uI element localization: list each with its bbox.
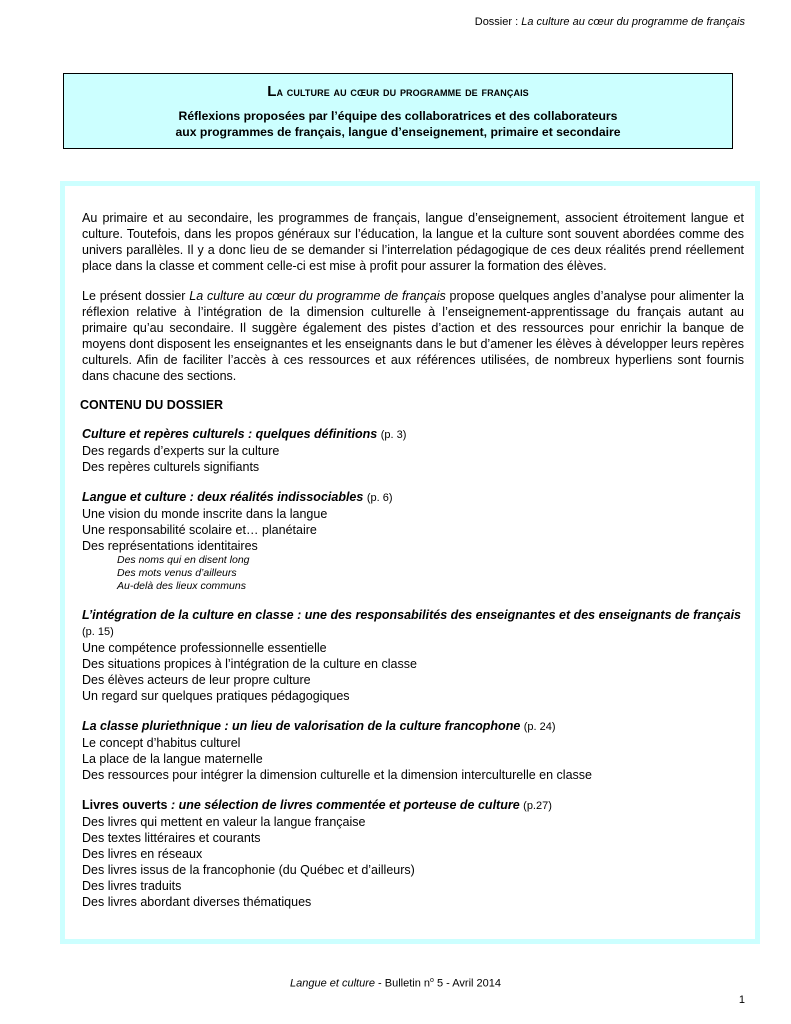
page-number: 1 bbox=[738, 994, 745, 1006]
section-title-text: Culture et repères culturels : quelques définitions bbox=[82, 427, 378, 441]
contents-section bbox=[82, 426, 744, 475]
running-header bbox=[475, 16, 745, 28]
section-title bbox=[82, 489, 744, 506]
section-title-text: La classe pluriethnique : un lieu de valorisation de la culture francophone bbox=[82, 719, 521, 733]
para2-italic-title: La culture au cœur du programme de français bbox=[189, 289, 446, 303]
section-page-ref: (p. 24) bbox=[523, 721, 556, 733]
document-title bbox=[64, 83, 732, 100]
section-page-ref: (p.27) bbox=[523, 800, 552, 812]
list-item: La place de la langue maternelle bbox=[82, 752, 263, 766]
contents-heading: CONTENU DU DOSSIER bbox=[80, 398, 224, 412]
footer-bulletin: - Bulletin n bbox=[375, 977, 431, 990]
list-item: Des livres abordant diverses thématiques bbox=[82, 895, 312, 909]
contents-section bbox=[82, 607, 744, 704]
list-item: Des livres en réseaux bbox=[82, 847, 203, 861]
contents-section bbox=[82, 489, 744, 593]
contents-section bbox=[82, 797, 744, 910]
sub-list-item: Des mots venus d’ailleurs bbox=[117, 567, 237, 579]
subtitle-line-2: aux programmes de français, langue d’enseignement, primaire et secondaire bbox=[175, 125, 621, 139]
section-title-text: Langue et culture : deux réalités indissociables bbox=[82, 490, 364, 504]
list-item: Des livres traduits bbox=[82, 879, 182, 893]
section-title bbox=[82, 797, 744, 814]
running-header-title: La culture au cœur du programme de français bbox=[521, 16, 745, 28]
list-item: Des regards d’experts sur la culture bbox=[82, 444, 280, 458]
list-item: Le concept d’habitus culturel bbox=[82, 736, 241, 750]
footer-publication: Langue et culture bbox=[289, 977, 375, 990]
list-item: Un regard sur quelques pratiques pédagogiques bbox=[82, 689, 350, 703]
list-item: Une compétence professionnelle essentielle bbox=[82, 641, 327, 655]
section-page-ref: (p. 6) bbox=[366, 492, 393, 504]
list-item: Des livres issus de la francophonie (du Québec et d’ailleurs) bbox=[82, 863, 415, 877]
section-title bbox=[82, 718, 744, 735]
list-item: Des représentations identitaires bbox=[82, 539, 258, 553]
list-item: Une vision du monde inscrite dans la langue bbox=[82, 507, 328, 521]
list-item: Des situations propices à l’intégration de la culture en classe bbox=[82, 657, 417, 671]
para2-before: Le présent dossier bbox=[82, 289, 190, 303]
list-item: Des livres qui mettent en valeur la langue française bbox=[82, 815, 366, 829]
section-title-text: : une sélection de livres commentée et porteuse de culture bbox=[167, 798, 520, 812]
list-item: Des ressources pour intégrer la dimension culturelle et la dimension interculturelle en classe bbox=[82, 768, 592, 782]
para2-after: propose quelques angles d’analyse pour alimenter la réflexion relative à l’intégration de la dimension culturelle à l’enseignement-apprentissage du français autant au primaire qu’au secondaire. Il suggère également des pistes d’action et des ressources pour enrichir la banque de moyens dont disposent les enseignantes et les enseignants dans le but d’amener les élèves à développer leurs repères culturels. Afin de faciliter l’accès à ces ressources et aux références utilisées, de nombreux hyperliens sont fournis dans chacune des sections. bbox=[82, 289, 744, 383]
subtitle-line-1: Réflexions proposées par l’équipe des collaboratrices et des collaborateurs bbox=[178, 109, 618, 123]
section-page-ref: (p. 3) bbox=[380, 429, 407, 441]
list-item: Des textes littéraires et courants bbox=[82, 831, 261, 845]
section-title bbox=[82, 607, 744, 640]
title-first-letter: L bbox=[267, 83, 277, 100]
page-footer bbox=[0, 977, 791, 990]
list-item: Des élèves acteurs de leur propre culture bbox=[82, 673, 311, 687]
title-rest: a culture au cœur du programme de français bbox=[276, 84, 529, 99]
content-inner bbox=[82, 210, 744, 910]
intro-paragraph-1: Au primaire et au secondaire, les programmes de français, langue d’enseignement, associent étroitement langue et culture. Toutefois, dans les propos généraux sur l’éducation, la langue et la culture sont souvent abordées comme des univers parallèles. Il y a donc lieu de se demander si l’interrelation pédagogique de ces deux réalités prend réellement place dans la classe et comment celle-ci est mise à profit pour assurer la formation des élèves. bbox=[82, 211, 744, 273]
content-box bbox=[60, 181, 760, 944]
sub-list-item: Des noms qui en disent long bbox=[117, 554, 250, 566]
section-title-text: L’intégration de la culture en classe : une des responsabilités des enseignantes et des enseignants de français bbox=[82, 608, 742, 622]
footer-issue: 5 - Avril 2014 bbox=[433, 977, 501, 990]
section-title-plain: Livres ouverts bbox=[82, 798, 168, 812]
list-item: Une responsabilité scolaire et… planétaire bbox=[82, 523, 317, 537]
list-item: Des repères culturels signifiants bbox=[82, 460, 260, 474]
contents-section bbox=[82, 718, 744, 783]
title-box bbox=[63, 73, 733, 149]
document-subtitle bbox=[64, 108, 732, 140]
footer-number-sign: o bbox=[430, 977, 434, 984]
section-title bbox=[82, 426, 744, 443]
sub-list-item: Au-delà des lieux communs bbox=[117, 580, 246, 592]
running-header-prefix: Dossier : bbox=[474, 16, 522, 28]
section-page-ref: (p. 15) bbox=[82, 626, 114, 638]
intro-paragraph-2 bbox=[82, 288, 744, 384]
